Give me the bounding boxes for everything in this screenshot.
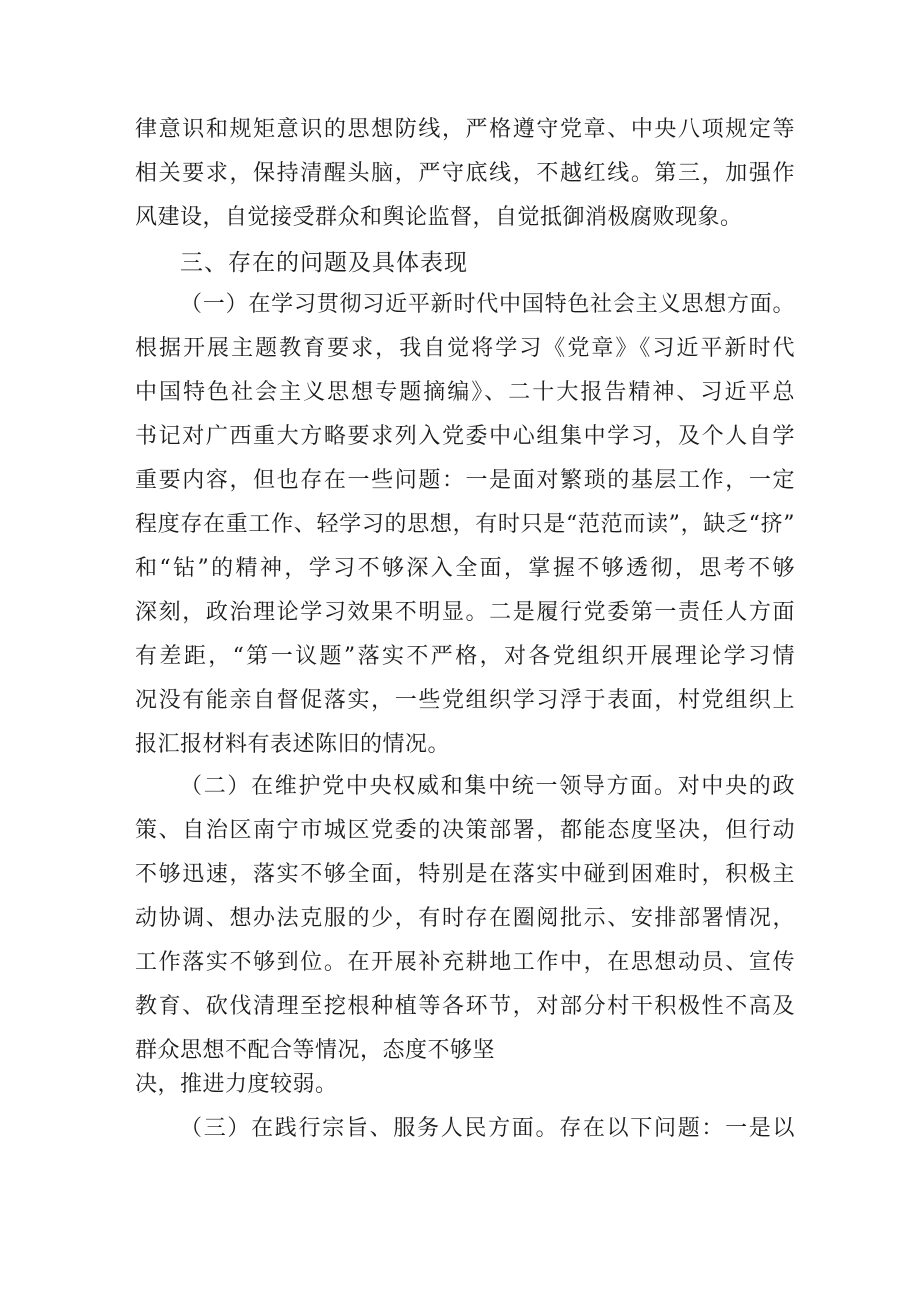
paragraph-1-line-1: （一）在学习贯彻习近平新时代中国特色社会主义思想方面。 [180, 292, 795, 317]
section-heading: 三、存在的问题及具体表现 [180, 250, 468, 276]
paragraph-2-line-1: （二）在维护党中央权威和集中统一领导方面。对中央的政 [180, 774, 795, 799]
paragraph-1-line-4: 书记对广西重大方略要求列入党委中心组集中学习，及个人自学 [135, 424, 795, 449]
paragraph-1-line-11: 报汇报材料有表述陈旧的情况。 [135, 732, 451, 757]
paragraph-2-line-7: 群众思想不配合等情况，态度不够坚 [135, 1038, 496, 1063]
intro-line-3: 风建设，自觉接受群众和舆论监督，自觉抵御消极腐败现象。 [135, 205, 743, 230]
paragraph-1-line-7: 和“钻”的精神，学习不够深入全面，掌握不够透彻，思考不够 [135, 556, 795, 581]
intro-line-2: 相关要求，保持清醒头脑，严守底线，不越红线。第三，加强作 [135, 161, 795, 186]
paragraph-3-line-1: （三）在践行宗旨、服务人民方面。存在以下问题：一是以 [180, 1116, 795, 1141]
paragraph-2-line-2: 策、自治区南宁市城区党委的决策部署，都能态度坚决，但行动 [135, 818, 795, 843]
paragraph-1-line-9: 有差距，“第一议题”落实不严格，对各党组织开展理论学习情 [135, 644, 795, 669]
paragraph-1-line-5: 重要内容，但也存在一些问题：一是面对繁琐的基层工作，一定 [135, 468, 795, 493]
paragraph-1-line-8: 深刻，政治理论学习效果不明显。二是履行党委第一责任人方面 [135, 600, 795, 625]
paragraph-2-line-4: 动协调、想办法克服的少，有时存在圈阅批示、安排部署情况， [135, 906, 795, 931]
paragraph-2-line-3: 不够迅速，落实不够全面，特别是在落实中碰到困难时，积极主 [135, 862, 795, 887]
paragraph-1-line-3: 中国特色社会主义思想专题摘编》、二十大报告精神、习近平总 [135, 380, 795, 405]
intro-line-1: 律意识和规矩意识的思想防线，严格遵守党章、中央八项规定等 [135, 117, 795, 142]
paragraph-1-line-6: 程度存在重工作、轻学习的思想，有时只是“范范而读”，缺乏“挤” [135, 512, 795, 537]
paragraph-2-line-6: 教育、砍伐清理至挖根种植等各环节，对部分村干积极性不高及 [135, 994, 795, 1019]
paragraph-1-line-2: 根据开展主题教育要求，我自觉将学习《党章》《习近平新时代 [135, 336, 795, 361]
paragraph-1-line-10: 况没有能亲自督促落实，一些党组织学习浮于表面，村党组织上 [135, 688, 795, 713]
paragraph-2-line-5: 工作落实不够到位。在开展补充耕地工作中，在思想动员、宣传 [135, 950, 795, 975]
paragraph-2-line-8: 决，推进力度较弱。 [135, 1072, 338, 1097]
